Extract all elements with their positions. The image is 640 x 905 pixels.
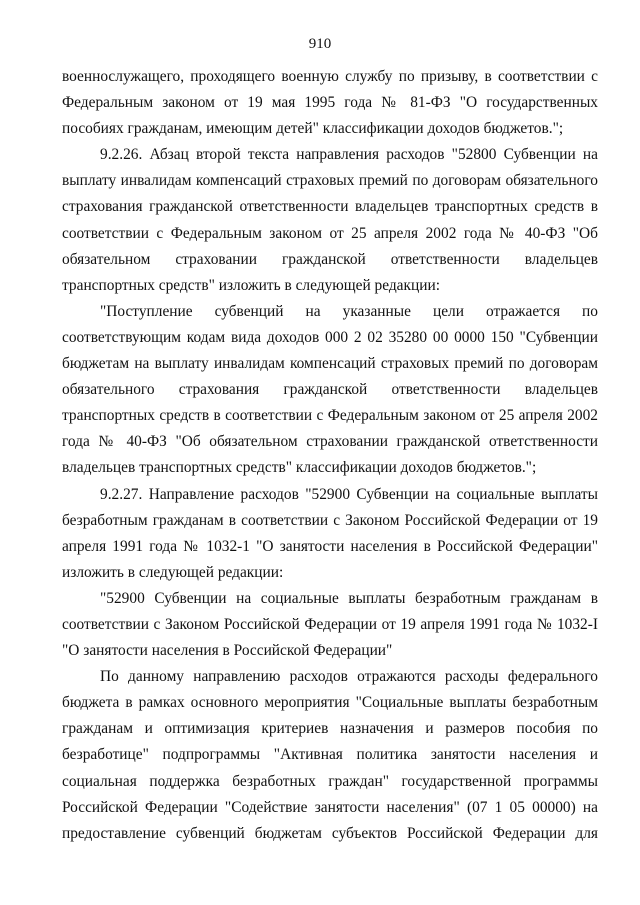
document-body	[62, 64, 598, 847]
paragraph-quoted-revenue: "Поступление субвенций на указанные цели отражается по соответствующим кодам вида доходов 000 2 02 35280 00 0000 150 "Субвенции бюджетам на выплату инвалидам компенсаций страховых премий по договорам обязательного страхования гражданской ответственности владельцев транспортных средств в соответствии с Федеральным законом от 25 апреля 2002 года № 40-ФЗ "Об обязательном страховании гражданской ответственности владельцев транспортных средств" классификации доходов бюджетов.";	[62, 302, 598, 477]
paragraph-continuation: военнослужащего, проходящего военную службу по призыву, в соответствии с Федеральным законом от 19 мая 1995 года № 81-ФЗ "О государственных пособиях гражданам, имеющим детей" классификации доходов бюджетов.";	[62, 68, 598, 138]
paragraph-9-2-26: 9.2.26. Абзац второй текста направления расходов "52800 Субвенции на выплату инвалидам компенсаций страховых премий по договорам обязательного страхования гражданской ответственности владельцев транспортных средств в соответствии с Федеральным законом от 25 апреля 2002 года № 40-ФЗ "Об обязательном страховании гражданской ответственности владельцев транспортных средств" изложить в следующей редакции:	[62, 146, 598, 294]
paragraph-9-2-27: 9.2.27. Направление расходов "52900 Субвенции на социальные выплаты безработным гражданам в соответствии с Законом Российской Федерации от 19 апреля 1991 года № 1032-1 "О занятости населения в Российской Федерации" изложить в следующей редакции:	[62, 485, 598, 581]
paragraph-expenditure-description: По данному направлению расходов отражаются расходы федерального бюджета в рамках основного мероприятия "Социальные выплаты безработным гражданам и оптимизация критериев назначения и размеров пособия по безработице" подпрограммы "Активная политика занятости населения и социальная поддержка безработных граждан" государственной программы Российской Федерации "Содействие занятости населения" (07 1 05 00000) на предоставление субвенций бюджетам субъектов Российской Федерации для	[62, 668, 598, 842]
paragraph-52900-heading: "52900 Субвенции на социальные выплаты безработным гражданам в соответствии с Законом Российской Федерации от 19 апреля 1991 года № 1032-I "О занятости населения в Российской Федерации"	[62, 589, 598, 660]
page-number: 910	[308, 36, 332, 52]
